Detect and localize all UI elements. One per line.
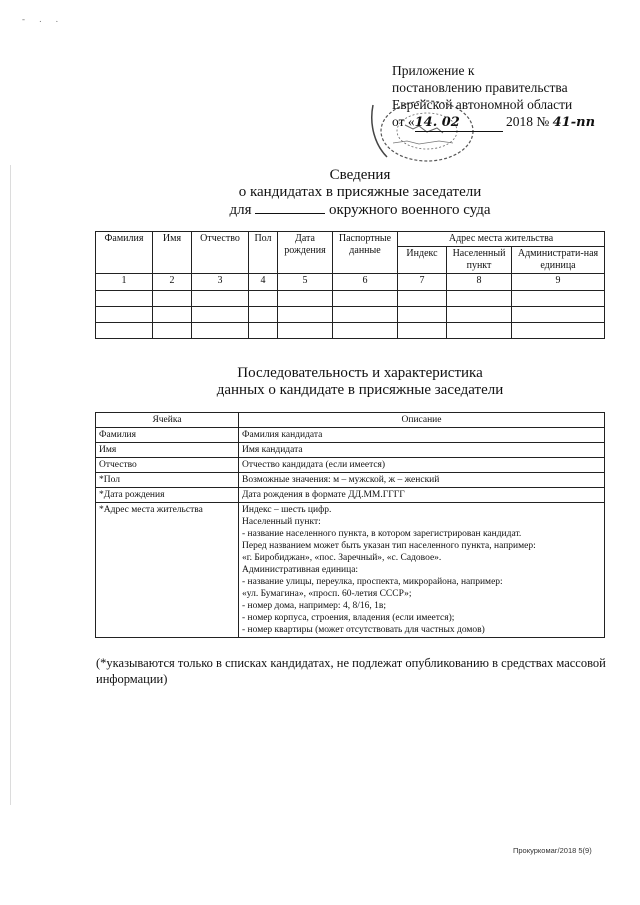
scan-specks: - . . [22, 14, 64, 24]
col-number: 8 [447, 274, 512, 291]
col-number: 3 [192, 274, 249, 291]
desc-line: «г. Биробиджан», «пос. Заречный», «с. Садовое». [242, 553, 442, 563]
row-description-address [239, 503, 605, 638]
col-number: 6 [333, 274, 398, 291]
appendix-line-3: Еврейской автономной области [392, 97, 573, 112]
date-prefix: от « [392, 114, 415, 129]
court-prefix: для [229, 202, 252, 218]
appendix-line-1: Приложение к [392, 63, 475, 78]
col-header-patronymic: Отчество [192, 232, 249, 274]
col-number: 7 [398, 274, 447, 291]
row-description: Имя кандидата [239, 443, 605, 458]
col-header-passport: Паспортные данные [333, 232, 398, 274]
row-description: Дата рождения в формате ДД.ММ.ГГГГ [239, 488, 605, 503]
row-cell: Фамилия [96, 428, 239, 443]
col-number: 5 [278, 274, 333, 291]
court-blank-line [255, 201, 325, 214]
col-header-birthdate: Дата рождения [278, 232, 333, 274]
handwritten-date: 14. 02 [415, 114, 503, 132]
desc-line: - название населенного пункта, в котором зарегистрирован кандидат. [242, 529, 522, 539]
desc-line: Административная единица: [242, 565, 359, 575]
row-description: Отчество кандидата (если имеется) [239, 458, 605, 473]
col-header-locality: Населенный пункт [447, 247, 512, 274]
desc-line: - номер корпуса, строения, владения (если имеется); [242, 613, 455, 623]
desc-line: «ул. Бумагина», «просп. 60-летия СССР»; [242, 589, 412, 599]
footnote: (*указываются только в списках кандидатах, не подлежат опубликованию в средствах массовой информации) [96, 656, 606, 686]
col-header-name: Имя [153, 232, 192, 274]
doc-subtitle: о кандидатах в присяжные заседатели [238, 184, 482, 200]
table-row [96, 443, 605, 458]
table-row [96, 428, 605, 443]
section-subtitle: данных о кандидате в присяжные заседатели [216, 382, 504, 398]
row-description: Возможные значения: м – мужской, ж – женский [239, 473, 605, 488]
desc-line: Населенный пункт: [242, 517, 321, 527]
desc-line: Индекс – шесть цифр. [242, 505, 332, 515]
col-header-cell: Ячейка [96, 413, 239, 428]
desc-line: - номер квартиры (может отсутствовать для частных домов) [242, 625, 485, 635]
col-number: 1 [96, 274, 153, 291]
col-header-address: Адрес места жительства [398, 232, 605, 247]
table-row [96, 473, 605, 488]
year-label: 2018 № [505, 114, 550, 129]
doc-title: Сведения [329, 167, 391, 183]
candidates-table [95, 231, 605, 339]
col-header-sex: Пол [249, 232, 278, 274]
data-sequence-table [95, 412, 605, 638]
col-header-surname: Фамилия [96, 232, 153, 274]
doc-subtitle-court [210, 201, 510, 219]
col-number: 2 [153, 274, 192, 291]
handwritten-number: 41-пп [552, 115, 596, 130]
row-cell: *Пол [96, 473, 239, 488]
table-row [96, 307, 605, 323]
col-header-index: Индекс [398, 247, 447, 274]
table-row [96, 458, 605, 473]
row-cell: Отчество [96, 458, 239, 473]
scan-edge-line [10, 165, 11, 805]
col-number: 4 [249, 274, 278, 291]
row-description: Фамилия кандидата [239, 428, 605, 443]
row-cell: Имя [96, 443, 239, 458]
table-row [96, 291, 605, 307]
file-reference: Прокуркомаг/2018 5(9) [513, 846, 592, 855]
row-cell: *Дата рождения [96, 488, 239, 503]
appendix-date-line [392, 113, 595, 132]
desc-line: - название улицы, переулка, проспекта, микрорайона, например: [242, 577, 503, 587]
section-title: Последовательность и характеристика [237, 365, 483, 381]
table-row [96, 488, 605, 503]
table-row [96, 503, 605, 638]
desc-line: - номер дома, например: 4, 8/16, 1в; [242, 601, 386, 611]
col-header-admin-unit: Администрати-ная единица [512, 247, 605, 274]
col-header-description: Описание [239, 413, 605, 428]
appendix-line-2: постановлению правительства [392, 80, 568, 95]
court-suffix: окружного военного суда [329, 202, 491, 218]
col-number: 9 [512, 274, 605, 291]
appendix-block [392, 62, 595, 132]
desc-line: Перед названием может быть указан тип населенного пункта, например: [242, 541, 536, 551]
table-row [96, 323, 605, 339]
row-cell: *Адрес места жительства [96, 503, 239, 638]
